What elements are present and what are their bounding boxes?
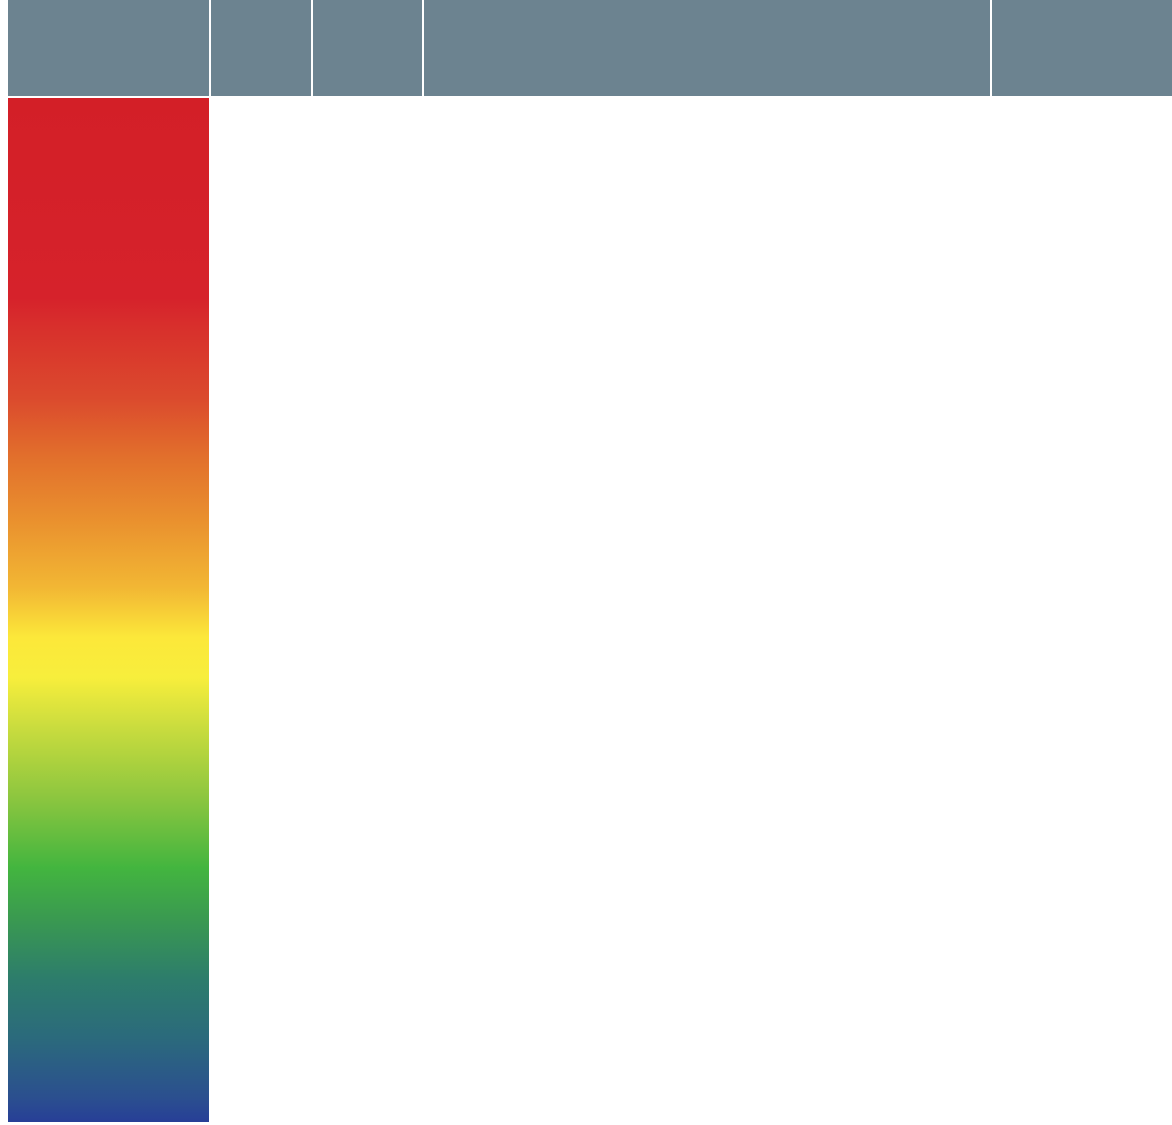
header-classification [992,0,1172,96]
header-hydronium-concentration [211,0,311,96]
header-ph [313,0,422,96]
header-indicator-colour [8,0,209,96]
universal-indicator-colour-strip [8,98,209,1122]
header-substance [424,0,990,96]
